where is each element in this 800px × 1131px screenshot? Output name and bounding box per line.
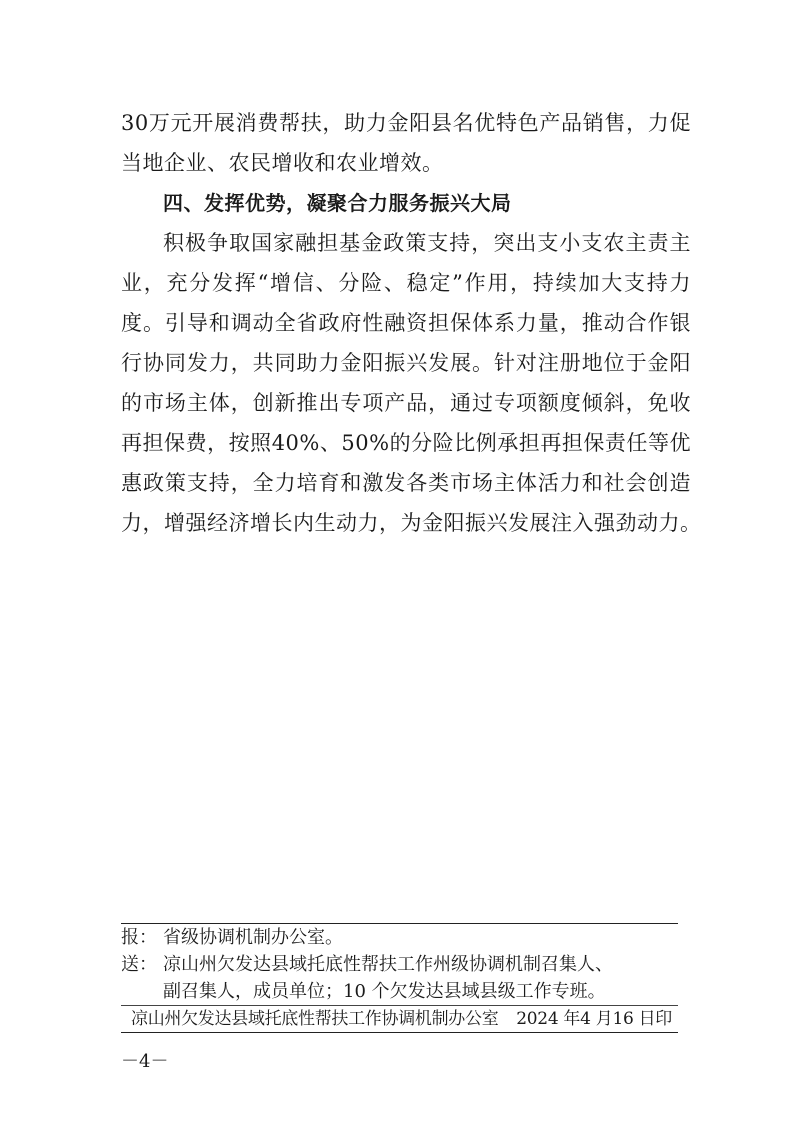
report-label: 报：: [121, 927, 157, 948]
paragraph-line: 的市场主体，创新推出专项产品，通过专项额度倾斜，免收: [121, 391, 691, 415]
paragraph-line: 再担保费，按照40%、50%的分险比例承担再担保责任等优: [121, 431, 691, 455]
paragraph-line: 行协同发力，共同助力金阳振兴发展。针对注册地位于金阳: [121, 351, 691, 375]
report-text: 省级协调机制办公室。: [163, 927, 343, 948]
report-to-line: [121, 924, 678, 951]
print-info-line: [121, 1006, 678, 1032]
paragraph-line: 30万元开展消费帮扶，助力金阳县名优特色产品销售，力促: [121, 111, 691, 135]
paragraph-line: 惠政策支持，全力培育和激发各类市场主体活力和社会创造: [121, 471, 691, 495]
paragraph-line: 度。引导和调动全省政府性融资担保体系力量，推动合作银: [121, 311, 691, 335]
distribution-footer: [121, 923, 678, 1033]
issuer: 凉山州欠发达县域托底性帮扶工作协调机制办公室: [131, 1009, 499, 1029]
section-heading: 四、发挥优势，凝聚合力服务振兴大局: [163, 191, 512, 215]
print-date: 2024 年4 月16 日印: [516, 1009, 672, 1029]
page-number: －4－: [121, 1051, 169, 1072]
send-label: 送：: [121, 954, 157, 975]
paragraph-line: 业，充分发挥“增信、分险、稳定”作用，持续加大支持力: [121, 271, 691, 295]
send-to-line: [121, 951, 678, 978]
paragraph-line: 当地企业、农民增收和农业增效。: [121, 151, 444, 175]
send-to-line-continued: 副召集人，成员单位；10 个欠发达县域县级工作专班。: [163, 981, 606, 1002]
body-text: [121, 103, 702, 543]
paragraph-line: 力，增强经济增长内生动力，为金阳振兴发展注入强劲动力。: [121, 511, 702, 535]
paragraph-line: 积极争取国家融担基金政策支持，突出支小支农主责主: [163, 231, 691, 255]
send-text: 凉山州欠发达县域托底性帮扶工作州级协调机制召集人、: [163, 954, 613, 975]
footer-bottom-rule: [121, 1032, 678, 1033]
